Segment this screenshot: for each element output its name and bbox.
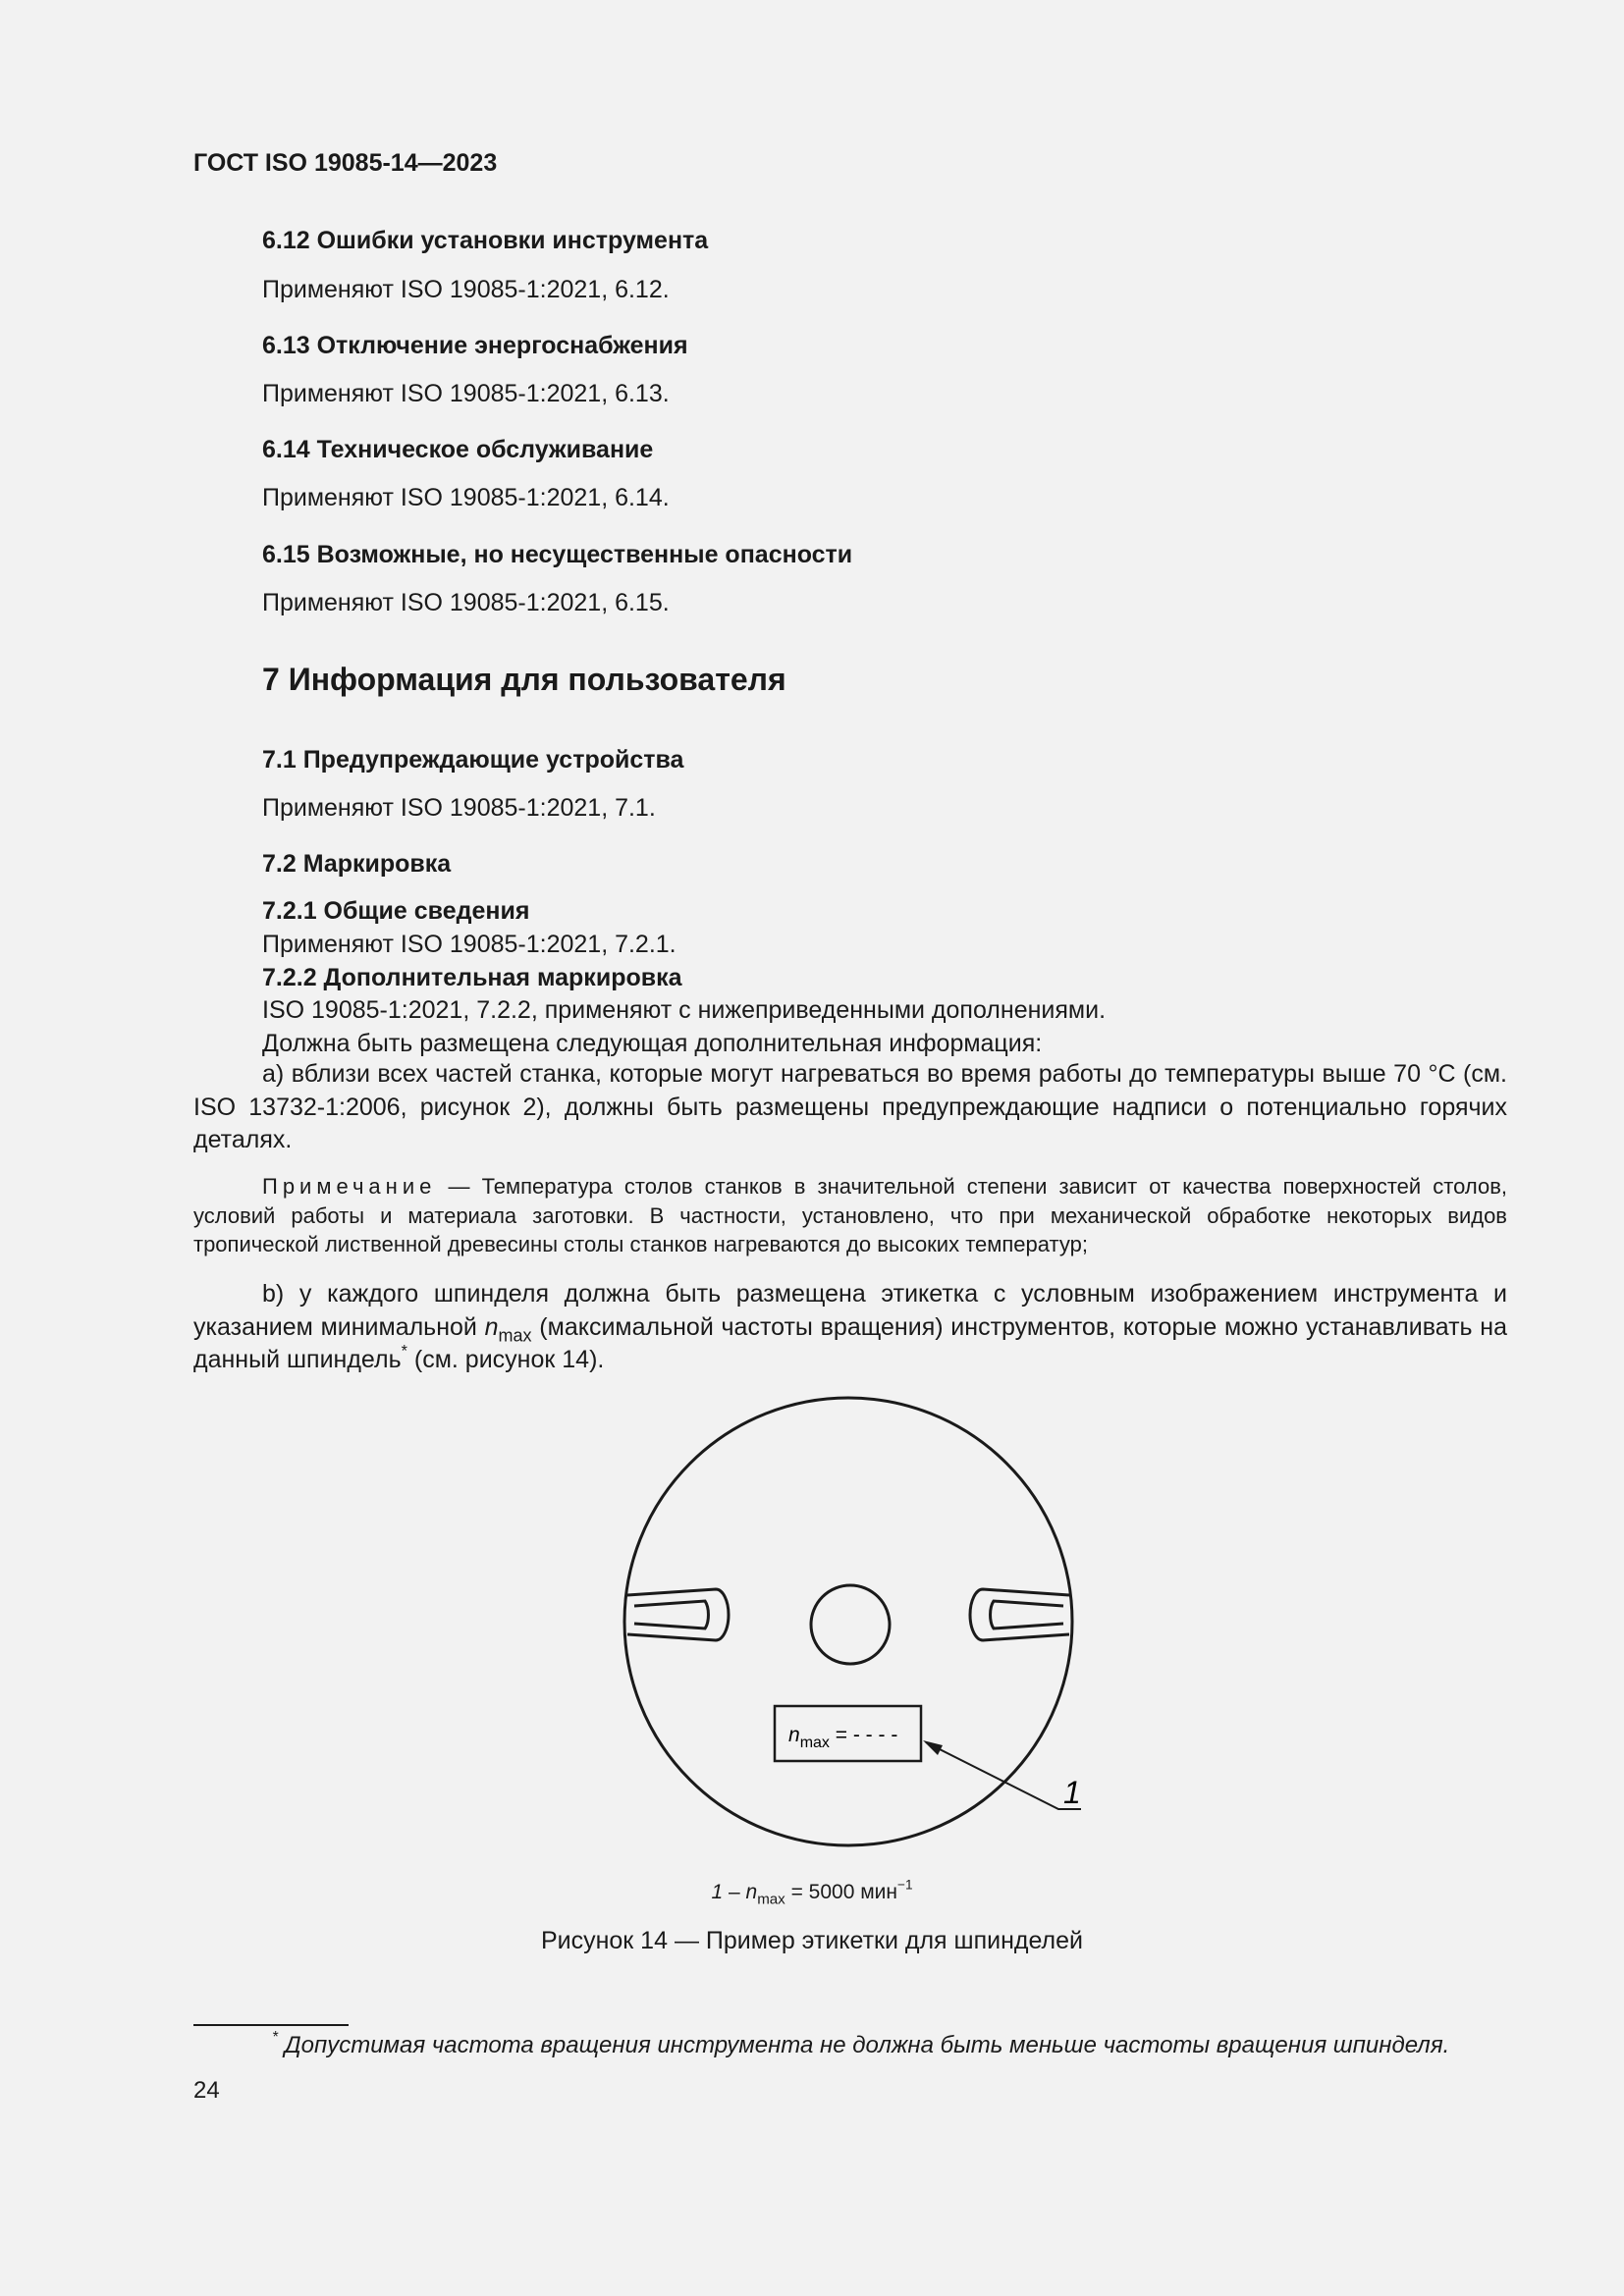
section-6-12-text: Применяют ISO 19085-1:2021, 6.12.	[262, 276, 670, 303]
item-b-footnote-mark: *	[401, 1342, 407, 1361]
item-b-n: n	[484, 1312, 499, 1341]
section-7-1-text: Применяют ISO 19085-1:2021, 7.1.	[262, 794, 656, 822]
section-6-13-heading: 6.13 Отключение энергоснабжения	[262, 332, 688, 359]
right-slot	[970, 1589, 1069, 1640]
right-slot-inner	[991, 1601, 1063, 1629]
leader-arrowhead	[923, 1740, 943, 1755]
key-sub: max	[757, 1891, 785, 1908]
leader-line	[926, 1742, 1081, 1809]
section-7-2-2-text-2: Должна быть размещена следующая дополнительная информация:	[262, 1030, 1043, 1057]
item-b-part2: (максимальной частоты вращения) инструментов, которые можно устанавливать на данный шпиндель	[193, 1312, 1507, 1373]
label-n: n	[788, 1724, 800, 1746]
label-text	[788, 1724, 897, 1751]
footnote-mark: *	[272, 2029, 279, 2047]
figure-caption: Рисунок 14 — Пример этикетки для шпинделей	[540, 1927, 1084, 1954]
callout-number: 1	[1063, 1775, 1081, 1810]
section-7-2-2-heading: 7.2.2 Дополнительная маркировка	[262, 964, 682, 991]
section-7-2-heading: 7.2 Маркировка	[262, 850, 452, 878]
center-hole	[811, 1585, 890, 1664]
section-7-2-1-text: Применяют ISO 19085-1:2021, 7.2.1.	[262, 931, 677, 958]
section-7-1-heading: 7.1 Предупреждающие устройства	[262, 746, 684, 774]
section-7-2-2-text-1: ISO 19085-1:2021, 7.2.2, применяют с нижеприведенными дополнениями.	[262, 996, 1107, 1024]
key-value: = 5000 мин	[785, 1881, 897, 1903]
page-number: 24	[193, 2077, 220, 2104]
label-value: = - - - -	[829, 1724, 898, 1746]
section-6-14-heading: 6.14 Техническое обслуживание	[262, 436, 654, 463]
section-6-15-text: Применяют ISO 19085-1:2021, 6.15.	[262, 589, 670, 616]
section-6-14-text: Применяют ISO 19085-1:2021, 6.14.	[262, 484, 670, 511]
item-a: a) вблизи всех частей станка, которые могут нагреваться во время работы до температуры выше 70 °C (см. ISO 13732-1:2006, рисунок 2), должны быть размещены предупреждающие надписи о потенциально горячих деталях.	[193, 1060, 1507, 1153]
chapter-7-title: 7 Информация для пользователя	[262, 662, 786, 697]
left-slot-inner	[634, 1601, 708, 1629]
section-7-2-1-heading: 7.2.1 Общие сведения	[262, 897, 530, 925]
item-b-sub: max	[498, 1324, 532, 1345]
key-n: n	[745, 1881, 758, 1903]
section-6-15-heading: 6.15 Возможные, но несущественные опасности	[262, 541, 853, 568]
note-label: Примечание	[262, 1174, 437, 1199]
spindle-disk	[624, 1398, 1072, 1845]
label-sub: max	[799, 1735, 830, 1751]
item-b-part1: b) у каждого шпинделя должна быть размещена этикетка с условным изображением инструмента и указанием минимальной	[193, 1280, 1507, 1341]
left-slot	[627, 1589, 729, 1640]
key-dash: –	[723, 1881, 746, 1903]
note-text: — Температура столов станков в значительной степени зависит от качества поверхностей столов, условий работы и материала заготовки. В частности, установлено, что при механической обработке некоторых видов тропической лиственной древесины столы станков нагреваются до высоких температур;	[193, 1174, 1507, 1256]
key-number: 1	[711, 1881, 724, 1903]
document-header: ГОСТ ISO 19085-14—2023	[193, 149, 498, 177]
item-b-part3: (см. рисунок 14).	[406, 1346, 605, 1373]
figure-key	[0, 1877, 1624, 1908]
section-6-12-heading: 6.12 Ошибки установки инструмента	[262, 227, 709, 254]
key-sup: −1	[896, 1877, 913, 1893]
footnote	[272, 2029, 1450, 2059]
section-6-13-text: Применяют ISO 19085-1:2021, 6.13.	[262, 380, 670, 407]
footnote-separator	[193, 2024, 349, 2026]
footnote-text: Допустимая частота вращения инструмента не должна быть меньше частоты вращения шпинделя.	[278, 2032, 1450, 2058]
